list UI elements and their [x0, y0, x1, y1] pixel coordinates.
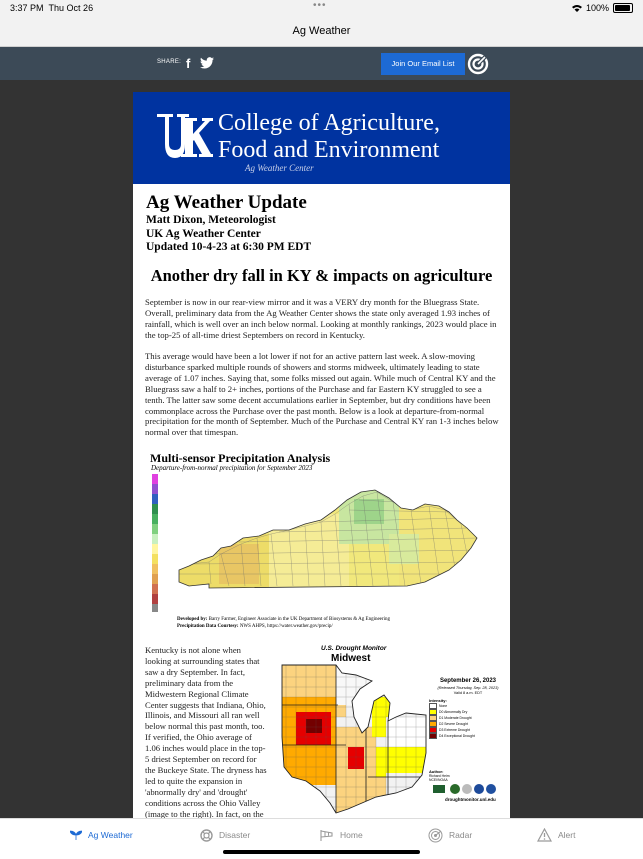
- updated-date: Updated 10-4-23 at 6:30 PM EDT: [146, 241, 312, 253]
- windsock-icon: [320, 829, 334, 841]
- paragraph-1: September is now in our rear-view mirror and it was a VERY dry month for the Bluegrass State. Overall, preliminary data from the Ag Weather Center shows the state only averaged 1.93 inches of rainfall, which is well over an inch below normal. Looking at monthly rankings, 2023 would place in the top-25 of all-time driest Septembers on record in Kentucky.: [145, 297, 497, 340]
- legend-item: D1 Moderate Drought: [429, 715, 475, 721]
- credit-data-label: Precipitation Data Courtesy:: [177, 623, 239, 629]
- home-indicator: [223, 850, 420, 854]
- radar-icon: [428, 828, 443, 843]
- status-time: 3:37 PM Thu Oct 26: [10, 3, 94, 13]
- battery-percent: 100%: [585, 3, 609, 13]
- author-heading: Author:: [429, 769, 444, 774]
- banner-line-2: Food and Environment: [218, 137, 440, 163]
- agency-logos-icon: [433, 783, 499, 795]
- legend-item: D4 Exceptional Drought: [429, 733, 475, 739]
- credit-dev: Barry Farmer, Engineer Associate in the UK Department of Biosystems & Ag Engineering: [208, 617, 390, 622]
- paragraph-2: This average would have been a lot lower if not for an active pattern last week. A slow-moving disturbance sparked multiple rounds of showers and storms midweek, ultimately leading to state average of 1.07 inches. Saying that, some folks missed out again. While much of Central KY and the Bluegrass saw a half to 2+ inches, portions of the Purchase and far Eastern KY struggled to see a tenth. The latter saw some decent accumulations earlier in September, but dry conditions have been commonplace across the Purchase over the past month. Below is a look at departure-from-normal precipitation for the month of September. Much of the Purchase and Central KY ran 1-3 inches below normal over that timespan.: [145, 351, 499, 438]
- twitter-icon[interactable]: [200, 57, 214, 69]
- paragraph-3: Kentucky is not alone when looking at surrounding states that saw a dry September. In fact, preliminary data from the Midwestern Regional Climate Center suggests that Indiana, Ohio, Illinois, and Missouri all ran well below normal this past month, too. If verified, the Ohio average of 1.06 inches would place in the top-5 driest September on record for the Buckeye State. The dryness has led to quite the expansion in 'abnormally dry' and 'drought' conditions across the Ohio Valley (image to the right). In fact, on the: [145, 645, 267, 818]
- author-org: UK Ag Weather Center: [146, 227, 261, 240]
- drought-monitor-label: U.S. Drought Monitor: [321, 645, 387, 652]
- drought-map-region: Midwest: [331, 653, 371, 664]
- drought-author: Richard Heim: [429, 774, 450, 778]
- join-email-list-button[interactable]: Join Our Email List: [381, 53, 465, 75]
- legend-item: None: [429, 703, 475, 709]
- credit-data: NWS AHPS, https://water.weather.gov/precip/: [239, 623, 333, 629]
- battery-icon: [613, 3, 633, 13]
- tab-label: Radar: [449, 830, 473, 840]
- precip-scale-bar: [152, 474, 158, 612]
- status-bar: [0, 0, 643, 16]
- banner-title: [218, 110, 440, 164]
- credit-dev-label: Developed by:: [177, 617, 208, 622]
- status-right: [572, 3, 633, 13]
- drought-map-date: September 26, 2023: [439, 678, 497, 684]
- tab-home[interactable]: [320, 819, 363, 851]
- warning-triangle-icon: [537, 828, 552, 842]
- tab-label: Disaster: [219, 830, 251, 840]
- tab-label: Ag Weather: [88, 830, 133, 840]
- tab-radar[interactable]: [428, 819, 472, 851]
- share-label: SHARE:: [157, 59, 182, 65]
- newsletter-document: [133, 92, 510, 818]
- multitask-dots[interactable]: •••: [313, 0, 327, 11]
- banner-subtitle: Ag Weather Center: [245, 163, 314, 173]
- share-bar: [0, 47, 643, 80]
- drought-map-valid: Valid 8 a.m. EDT: [453, 691, 483, 695]
- byline: [146, 214, 311, 255]
- drought-map-released: (Released Thursday, Sep. 28, 2023): [437, 686, 499, 690]
- tab-disaster[interactable]: [200, 819, 250, 851]
- sprout-icon: [70, 830, 82, 840]
- precip-map-image: [149, 474, 494, 619]
- tab-label: Alert: [558, 830, 576, 840]
- brand-logo-icon[interactable]: [467, 53, 489, 75]
- uk-logo-icon: [157, 114, 213, 162]
- tab-label: Home: [340, 830, 363, 840]
- legend-item: D0 Abnormally Dry: [429, 709, 475, 715]
- drought-map-image: [276, 657, 431, 817]
- facebook-icon[interactable]: f: [186, 56, 191, 71]
- drought-map-url: droughtmonitor.unl.edu: [445, 797, 496, 802]
- tab-alert[interactable]: [537, 819, 575, 851]
- article-title: Another dry fall in KY & impacts on agriculture: [150, 266, 493, 285]
- update-heading: Ag Weather Update: [146, 192, 307, 213]
- banner-line-1: College of Agriculture,: [218, 110, 440, 136]
- legend-swatch: [429, 733, 437, 739]
- precip-map-subtitle: Departure-from-normal precipitation for September 2023: [151, 464, 313, 472]
- drought-legend: [429, 698, 475, 782]
- nav-bar: [0, 16, 643, 47]
- life-ring-icon: [200, 829, 213, 842]
- legend-heading: Intensity:: [429, 698, 447, 703]
- wifi-icon: [572, 4, 582, 12]
- legend-item: D2 Severe Drought: [429, 721, 475, 727]
- tab-ag-weather[interactable]: [70, 819, 133, 851]
- precip-map-credits: [177, 617, 390, 630]
- legend-item: D3 Extreme Drought: [429, 727, 475, 733]
- drought-author-org: NCEI/NOAA: [429, 778, 448, 782]
- uk-banner: [133, 92, 510, 184]
- precip-map-title: Multi-sensor Precipitation Analysis: [150, 451, 331, 465]
- nav-title: Ag Weather: [292, 25, 351, 37]
- author: Matt Dixon, Meteorologist: [146, 214, 276, 226]
